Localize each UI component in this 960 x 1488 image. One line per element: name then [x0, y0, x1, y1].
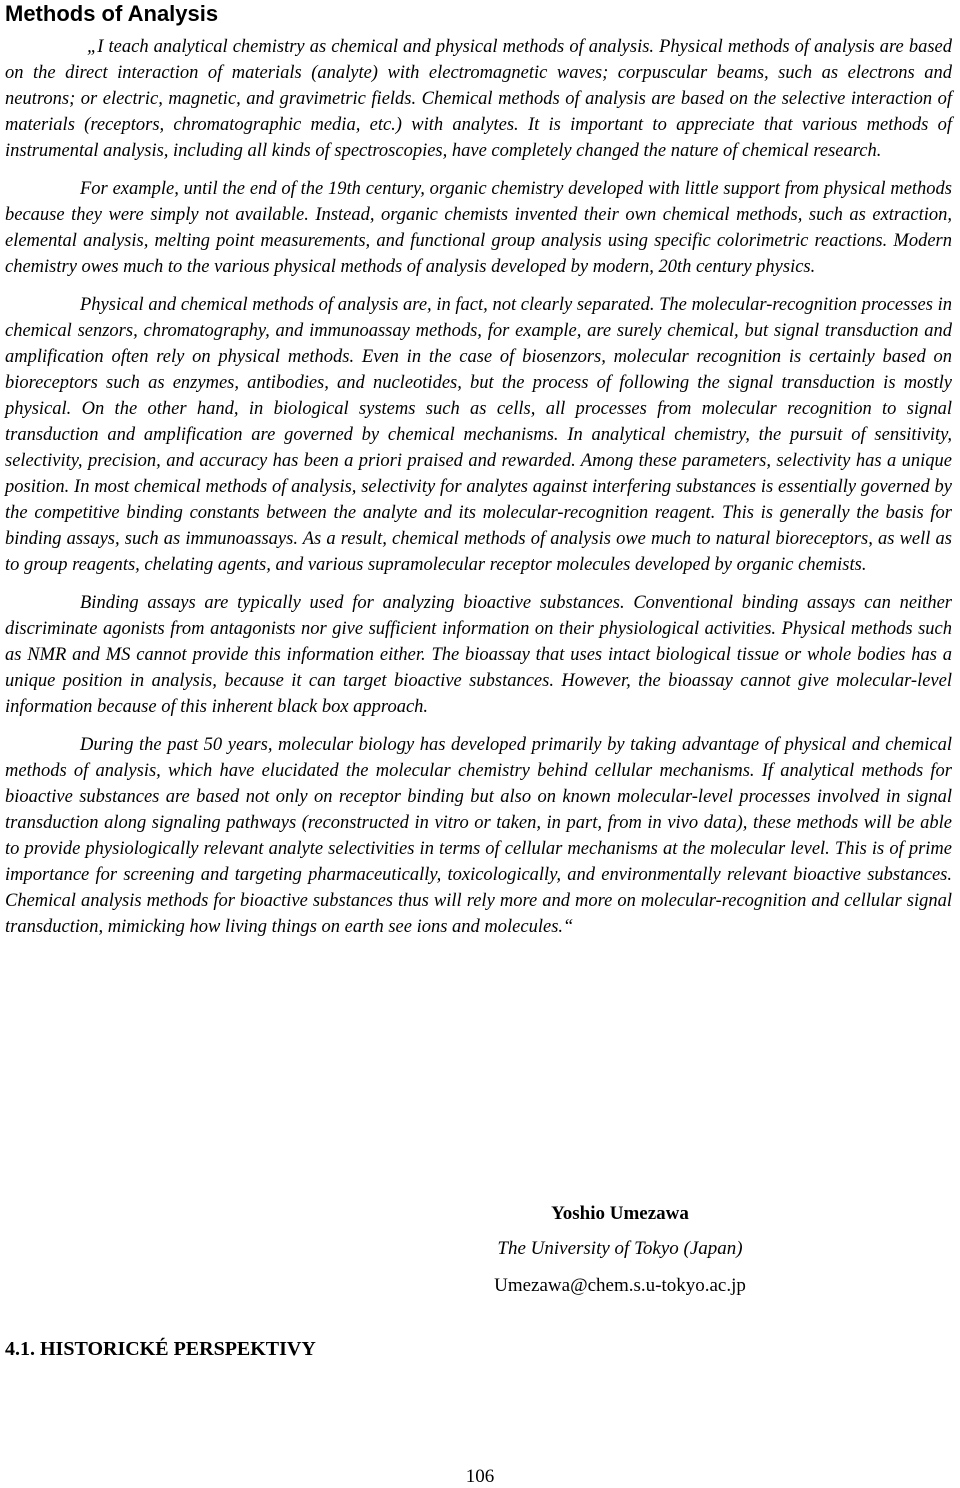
- paragraph: For example, until the end of the 19th century, organic chemistry developed with little support from physical methods because they were simply not available. Instead, organic chemists invented their own chemical methods, such as extraction, elemental analysis, melting point measurements, and functional group analysis using specific colorimetric reactions. Modern chemistry owes much to the various physical methods of analysis developed by modern, 20th century physics.: [5, 179, 952, 277]
- paragraph: „I teach analytical chemistry as chemical and physical methods of analysis. Physical methods of analysis are based on the direct interaction of materials (analyte) with electromagnetic waves; corpuscular beams, such as electrons and neutrons; or electric, magnetic, and gravimetric fields. Chemical methods of analysis are based on the selective interaction of materials (receptors, chromatographic media, etc.) with analytes. It is important to appreciate that various methods of instrumental analysis, including all kinds of spectroscopies, have completely changed the nature of chemical research.: [5, 37, 952, 161]
- paragraph: During the past 50 years, molecular biology has developed primarily by taking advantage of physical and chemical methods of analysis, which have elucidated the molecular chemistry behind cellular mechanisms. If analytical methods for bioactive substances are based not only on receptor binding but also on known molecular-level processes involved in signal transduction along signaling pathways (reconstructed in vitro or taken, in part, from in vivo data), these methods will be able to provide physiologically relevant analyte selectivities in terms of cellular mechanisms at the molecular level. This is of prime importance for screening and targeting pharmaceutically, toxicologically, and environmentally relevant bioactive substances. Chemical analysis methods for bioactive substances thus will rely more and more on molecular-recognition and cellular signal transduction, mimicking how living things on earth see ions and molecules.“: [5, 735, 952, 937]
- paragraph: Physical and chemical methods of analysis are, in fact, not clearly separated. The molecular-recognition processes in chemical senzors, chromatography, and immunoassay methods, for example, are surely chemical, but signal transduction and amplification often rely on physical methods. Even in the case of biosenzors, molecular recognition is certainly based on bioreceptors such as enzymes, antibodies, and nucleotides, but the process of following the signal transduction is mostly physical. On the other hand, in biological systems such as cells, all processes from molecular recognition to signal transduction and amplification are governed by chemical mechanisms. In analytical chemistry, the pursuit of sensitivity, selectivity, precision, and accuracy has been a priori praised and rewarded. Among these parameters, selectivity has a unique position. In most chemical methods of analysis, selectivity for analytes against interfering substances is essentially governed by the competitive binding constants between the analyte and its molecular-recognition reagent. This is generally the basis for binding assays, such as immunoassays. As a result, chemical methods of analysis owe much to natural bioreceptors, as well as to group reagents, chelating agents, and various supramolecular receptor molecules developed by organic chemists.: [5, 295, 952, 575]
- quote-body: [5, 34, 952, 952]
- section-heading: 4.1. HISTORICKÉ PERSPEKTIVY: [5, 1338, 316, 1360]
- page-title: Methods of Analysis: [5, 1, 219, 26]
- page-number: 106: [465, 1466, 495, 1487]
- author-name: Yoshio Umezawa: [551, 1203, 689, 1224]
- paragraph: Binding assays are typically used for analyzing bioactive substances. Conventional binding assays can neither discriminate agonists from antagonists nor give sufficient information on their physiological activities. Physical methods such as NMR and MS cannot provide this information either. The bioassay that uses intact biological tissue or whole bodies has a unique position in analysis, because it can target bioactive substances. However, the bioassay cannot give molecular-level information because of this inherent black box approach.: [5, 593, 952, 717]
- author-email: Umezawa@chem.s.u-tokyo.ac.jp: [494, 1275, 746, 1296]
- author-affiliation: The University of Tokyo (Japan): [497, 1238, 743, 1259]
